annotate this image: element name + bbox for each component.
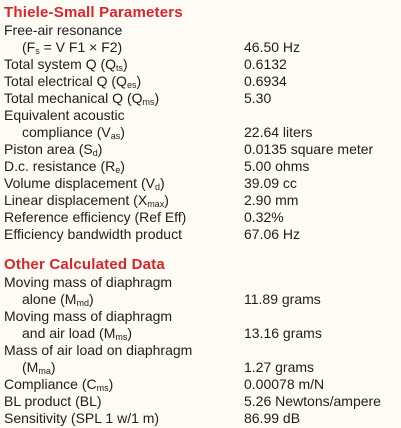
param-value: 0.6934	[244, 73, 287, 89]
param-value: 0.00078 m/N	[244, 376, 325, 392]
param-row	[4, 56, 401, 73]
param-label: Sensitivity (SPL 1 w/1 m)	[4, 410, 160, 426]
param-row	[4, 90, 401, 107]
param-value: 13.16 grams	[244, 325, 322, 341]
param-value: 5.26 Newtons/ampere	[244, 393, 381, 409]
param-row	[4, 39, 401, 56]
param-value: 46.50 Hz	[244, 39, 301, 55]
param-row	[4, 226, 401, 243]
param-value: 67.06 Hz	[244, 226, 301, 242]
param-row	[4, 73, 401, 90]
param-label: Linear displacement $(X_{max})$	[4, 192, 169, 209]
param-row	[4, 376, 401, 393]
param-label: and air load $(M_{ms})$	[22, 325, 133, 342]
param-value: 5.00 ohms	[244, 158, 310, 174]
param-label: Volume displacement $(V_d)$	[4, 175, 165, 192]
param-value: 0.32%	[244, 209, 284, 225]
param-label: Moving mass of diaphragm	[4, 274, 173, 290]
param-row	[4, 22, 401, 39]
param-row	[4, 158, 401, 175]
param-value: 0.6132	[244, 56, 287, 72]
param-label: D.c. resistance $(R_e)$	[4, 158, 125, 175]
param-row	[4, 209, 401, 226]
section-title-thiele-small: Thiele-Small Parameters	[4, 4, 183, 21]
param-label: Free-air resonance	[4, 22, 123, 38]
param-row	[4, 410, 401, 427]
param-value: 0.0135 square meter	[244, 141, 374, 157]
param-value: 11.89 grams	[244, 291, 321, 307]
param-label: Mass of air load on diaphragm	[4, 342, 193, 358]
param-label: Piston area $(S_d)$	[4, 141, 103, 158]
param-value: 5.30	[244, 90, 272, 106]
param-label: alone $(M_{md})$	[22, 291, 94, 308]
param-label: Total system Q $(Q_{ts})$	[4, 56, 128, 73]
param-label: $(M_{ma})$	[22, 359, 56, 376]
param-row	[4, 325, 401, 342]
param-label: compliance $(V_{as})$	[22, 124, 125, 141]
param-row	[4, 175, 401, 192]
param-row	[4, 141, 401, 158]
param-label: Compliance $(C_{ms})$	[4, 376, 114, 393]
param-row	[4, 393, 401, 410]
param-row	[4, 291, 401, 308]
param-row	[4, 308, 401, 325]
param-label: Reference efficiency (Ref Eff)	[4, 209, 187, 225]
param-row	[4, 107, 401, 124]
param-value: 86.99 dB	[244, 410, 301, 426]
param-label: ($F_s = V$ F1 × F2)	[22, 39, 123, 56]
param-row	[4, 359, 401, 376]
param-value: 2.90 mm	[244, 192, 299, 208]
param-row	[4, 342, 401, 359]
param-row	[4, 124, 401, 141]
param-row	[4, 192, 401, 209]
param-label: Moving mass of diaphragm	[4, 308, 173, 324]
param-row	[4, 274, 401, 291]
param-value: 1.27 grams	[244, 359, 315, 375]
param-value: 22.64 liters	[244, 124, 313, 140]
section-title-other-calculated-data: Other Calculated Data	[4, 256, 165, 273]
param-label: BL product (BL)	[4, 393, 102, 409]
param-label: Total mechanical Q $(Q_{ms})$	[4, 90, 160, 107]
param-label: Efficiency bandwidth product	[4, 226, 182, 242]
param-label: Total electrical Q $(Q_{es})$	[4, 73, 142, 90]
param-label: Equivalent acoustic	[4, 107, 125, 123]
param-value: 39.09 cc	[244, 175, 297, 191]
